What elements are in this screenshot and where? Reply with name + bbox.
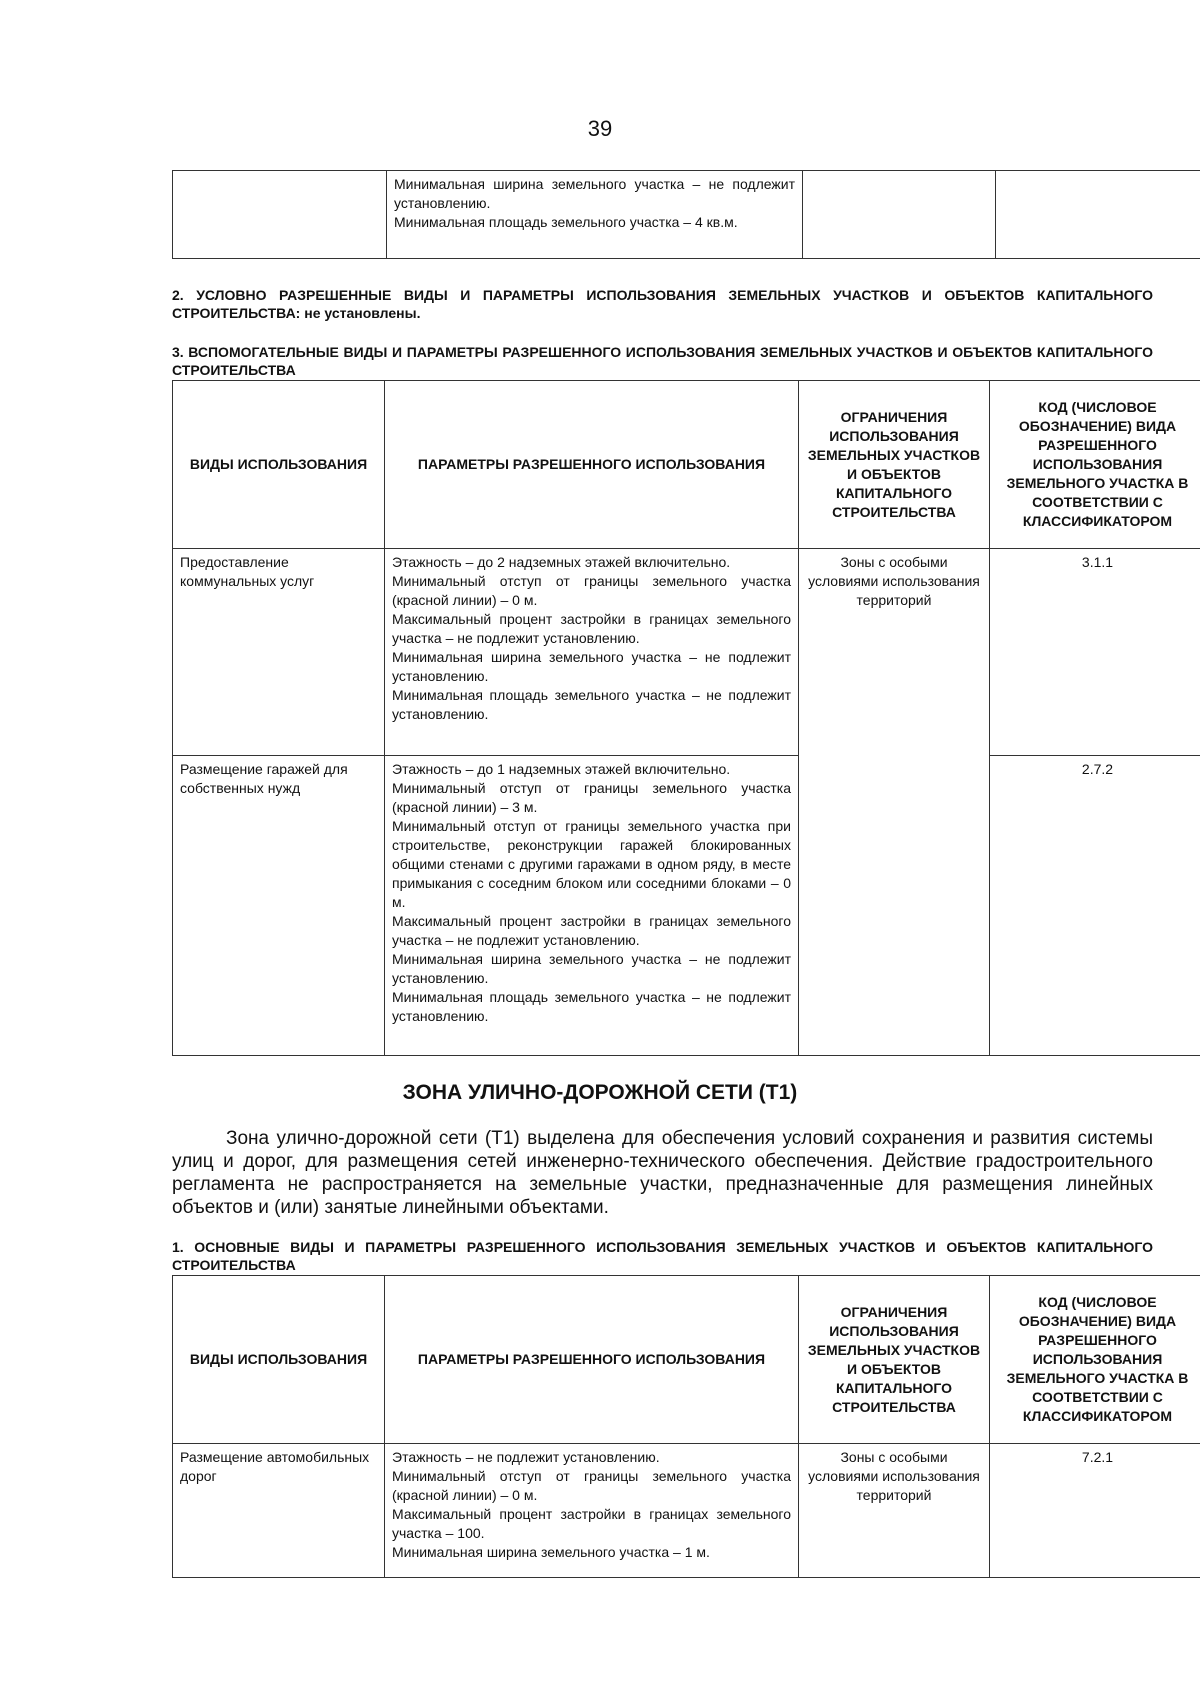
param-line: Этажность – не подлежит установлению. (392, 1449, 660, 1465)
table-header-row (173, 1276, 1200, 1444)
params-cell (385, 756, 799, 1056)
header-types: ВИДЫ ИСПОЛЬЗОВАНИЯ (173, 1276, 385, 1444)
table-row (173, 549, 1200, 756)
param-line: Максимальный процент застройки в границах земельного участка – не подлежит установлению. (392, 611, 791, 646)
param-line: Этажность – до 2 надземных этажей включительно. (392, 554, 731, 570)
param-line: Минимальный отступ от границы земельного участка (красной линии) – 0 м. (392, 1468, 791, 1503)
continuation-table (172, 170, 1200, 259)
type-cell: Размещение гаражей для собственных нужд (173, 756, 385, 1056)
type-cell (173, 171, 387, 259)
param-line: Минимальная ширина земельного участка – не подлежит установлению. (394, 176, 795, 211)
section-3-heading: 3. ВСПОМОГАТЕЛЬНЫЕ ВИДЫ И ПАРАМЕТРЫ РАЗРЕШЕННОГО ИСПОЛЬЗОВАНИЯ ЗЕМЕЛЬНЫХ УЧАСТКОВ И ОБЪЕКТОВ КАПИТАЛЬНОГО СТРОИТЕЛЬСТВА (172, 344, 1153, 378)
header-restrictions: ОГРАНИЧЕНИЯ ИСПОЛЬЗОВАНИЯ ЗЕМЕЛЬНЫХ УЧАСТКОВ И ОБЪЕКТОВ КАПИТАЛЬНОГО СТРОИТЕЛЬСТВА (799, 381, 990, 549)
code-cell (996, 171, 1200, 259)
section-2-title: 2. УСЛОВНО РАЗРЕШЕННЫЕ ВИДЫ И ПАРАМЕТРЫ ИСПОЛЬЗОВАНИЯ ЗЕМЕЛЬНЫХ УЧАСТКОВ И ОБЪЕКТОВ КАПИТАЛЬНОГО СТРОИТЕЛЬСТВА: (172, 287, 1153, 321)
table-row (173, 756, 1200, 1056)
param-line: Минимальная ширина земельного участка – 1 м. (392, 1544, 710, 1560)
param-line: Минимальная ширина земельного участка – не подлежит установлению. (392, 951, 791, 986)
param-line: Минимальный отступ от границы земельного участка (красной линии) – 0 м. (392, 573, 791, 608)
code-cell: 7.2.1 (990, 1444, 1200, 1578)
section-1-heading: 1. ОСНОВНЫЕ ВИДЫ И ПАРАМЕТРЫ РАЗРЕШЕННОГО ИСПОЛЬЗОВАНИЯ ЗЕМЕЛЬНЫХ УЧАСТКОВ И ОБЪЕКТОВ КАПИТАЛЬНОГО СТРОИТЕЛЬСТВА (172, 1239, 1153, 1273)
params-cell (385, 1444, 799, 1578)
zone-description: Зона улично-дорожной сети (Т1) выделена для обеспечения условий сохранения и развития системы улиц и дорог, для размещения сетей инженерно-технического обеспечения. Действие градостроительного регламента не распространяется на земельные участки, предназначенные для размещения линейных объектов и (или) занятые линейными объектами. (172, 1128, 1153, 1218)
table-header-row (173, 381, 1200, 549)
restriction-cell: Зоны с особыми условиями использования территорий (799, 1444, 990, 1578)
main-uses-table (172, 1275, 1200, 1578)
zone-title: ЗОНА УЛИЧНО-ДОРОЖНОЙ СЕТИ (Т1) (402, 1081, 798, 1104)
param-line: Минимальный отступ от границы земельного участка при строительстве, реконструкции гаражей блокированных общими стенами с другими гаражами в одном ряду, в месте примыкания с соседним блоком или соседними блоками – 0 м. (392, 818, 791, 910)
param-line: Максимальный процент застройки в границах земельного участка – 100. (392, 1506, 791, 1541)
params-cell (385, 549, 799, 756)
page-number: 39 (587, 116, 613, 141)
table-row (173, 1444, 1200, 1578)
header-params: ПАРАМЕТРЫ РАЗРЕШЕННОГО ИСПОЛЬЗОВАНИЯ (385, 1276, 799, 1444)
param-line: Максимальный процент застройки в границах земельного участка – не подлежит установлению. (392, 913, 791, 948)
param-line: Минимальная площадь земельного участка – 4 кв.м. (394, 214, 738, 230)
header-params: ПАРАМЕТРЫ РАЗРЕШЕННОГО ИСПОЛЬЗОВАНИЯ (385, 381, 799, 549)
header-types: ВИДЫ ИСПОЛЬЗОВАНИЯ (173, 381, 385, 549)
code-cell: 2.7.2 (990, 756, 1200, 1056)
section-2-status: не установлены. (304, 305, 421, 321)
header-restrictions: ОГРАНИЧЕНИЯ ИСПОЛЬЗОВАНИЯ ЗЕМЕЛЬНЫХ УЧАСТКОВ И ОБЪЕКТОВ КАПИТАЛЬНОГО СТРОИТЕЛЬСТВА (799, 1276, 990, 1444)
table-row (173, 171, 1200, 259)
type-cell: Предоставление коммунальных услуг (173, 549, 385, 756)
param-line: Этажность – до 1 надземных этажей включительно. (392, 761, 731, 777)
param-line: Минимальная площадь земельного участка – не подлежит установлению. (392, 989, 791, 1024)
auxiliary-uses-table (172, 380, 1200, 1056)
params-cell (387, 171, 803, 259)
restriction-cell (803, 171, 996, 259)
type-cell: Размещение автомобильных дорог (173, 1444, 385, 1578)
param-line: Минимальная площадь земельного участка – не подлежит установлению. (392, 687, 791, 722)
param-line: Минимальная ширина земельного участка – не подлежит установлению. (392, 649, 791, 684)
header-code: КОД (ЧИСЛОВОЕ ОБОЗНАЧЕНИЕ) ВИДА РАЗРЕШЕННОГО ИСПОЛЬЗОВАНИЯ ЗЕМЕЛЬНОГО УЧАСТКА В СООТВЕТСТВИИ С КЛАССИФИКАТОРОМ (990, 381, 1200, 549)
param-line: Минимальный отступ от границы земельного участка (красной линии) – 3 м. (392, 780, 791, 815)
restriction-cell: Зоны с особыми условиями использования территорий (799, 549, 990, 1056)
code-cell: 3.1.1 (990, 549, 1200, 756)
header-code: КОД (ЧИСЛОВОЕ ОБОЗНАЧЕНИЕ) ВИДА РАЗРЕШЕННОГО ИСПОЛЬЗОВАНИЯ ЗЕМЕЛЬНОГО УЧАСТКА В СООТВЕТСТВИИ С КЛАССИФИКАТОРОМ (990, 1276, 1200, 1444)
section-2-heading (172, 286, 1153, 322)
